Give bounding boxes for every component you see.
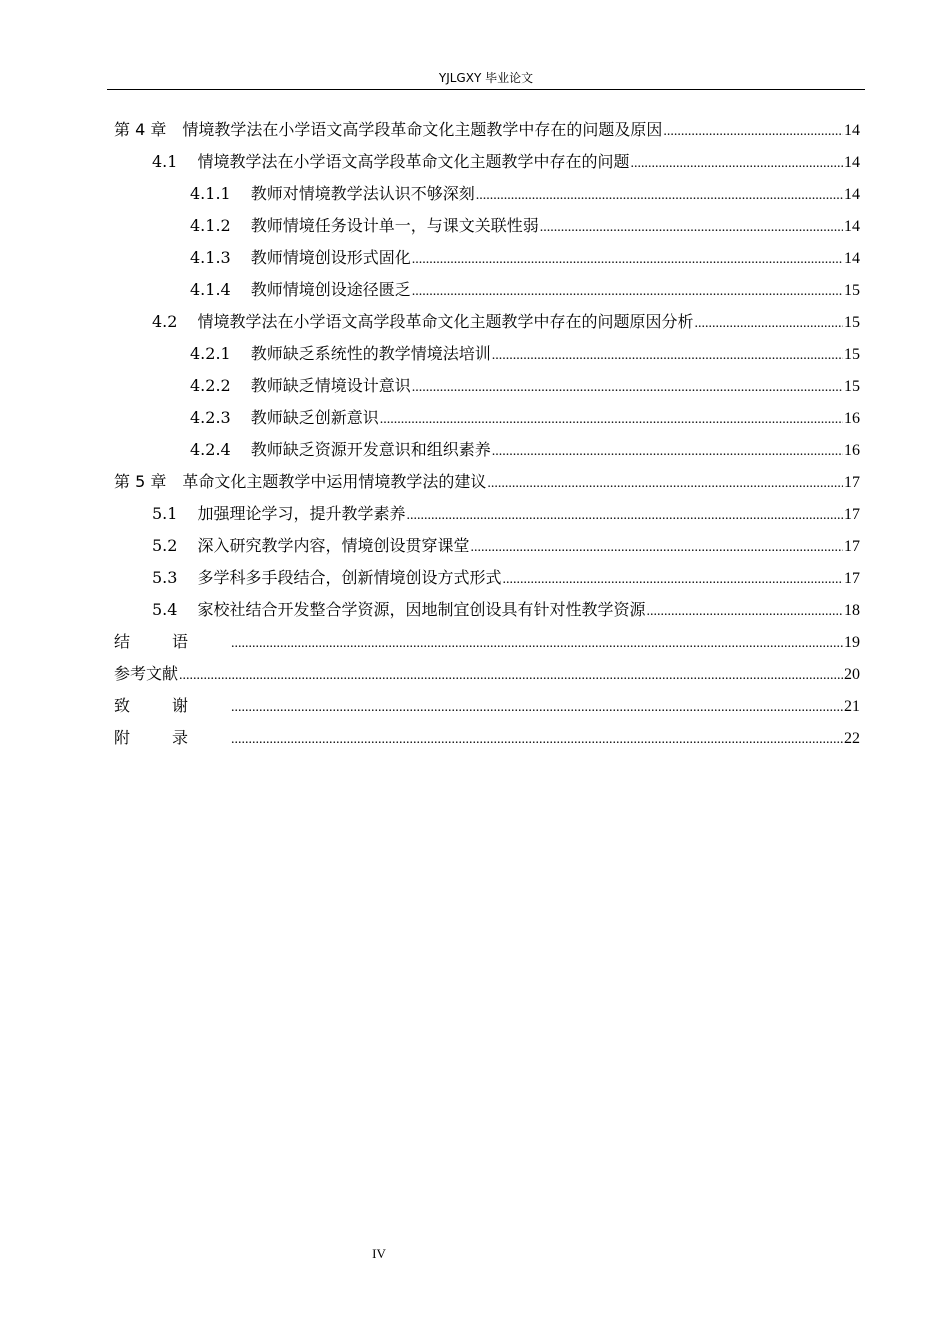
dot-leader — [380, 404, 843, 436]
dot-leader — [540, 212, 843, 244]
toc-entry[interactable] — [114, 626, 860, 658]
toc-entry-number: 5.3 — [152, 568, 178, 587]
toc-entry[interactable] — [114, 114, 860, 146]
toc-entry-title: 附录 — [114, 728, 231, 747]
toc-entry-number: 4.2.1 — [190, 344, 231, 363]
toc-entry-number: 5.2 — [152, 536, 178, 555]
toc-entry-number: 4.2.2 — [190, 376, 231, 395]
dot-leader — [694, 308, 843, 340]
toc-entry-page: 15 — [844, 346, 860, 363]
toc-entry[interactable] — [114, 274, 860, 306]
toc-entry[interactable] — [114, 562, 860, 594]
toc-entry-page: 14 — [844, 218, 860, 235]
toc-entry[interactable] — [114, 370, 860, 402]
toc-entry[interactable] — [114, 530, 860, 562]
dot-leader — [476, 180, 843, 212]
toc-entry[interactable] — [114, 306, 860, 338]
toc-entry-title: 加强理论学习，提升教学素养 — [197, 504, 406, 523]
toc-entry-title: 革命文化主题教学中运用情境教学法的建议 — [182, 472, 487, 491]
toc-entry-title: 结语 — [114, 632, 231, 651]
toc-entry[interactable] — [114, 434, 860, 466]
dot-leader — [492, 436, 843, 468]
toc-entry-title: 教师缺乏系统性的教学情境法培训 — [250, 344, 491, 363]
toc-entry-number: 4.1.1 — [190, 184, 231, 203]
dot-leader — [231, 692, 843, 724]
toc-entry-number: 4.1 — [152, 152, 178, 171]
dot-leader — [412, 244, 843, 276]
header-rule — [107, 89, 865, 90]
toc-entry-page: 18 — [844, 602, 860, 619]
toc-entry-page: 15 — [844, 282, 860, 299]
toc-entry-title: 情境教学法在小学语文高学段革命文化主题教学中存在的问题 — [197, 152, 630, 171]
toc-entry-number: 4.2.4 — [190, 440, 231, 459]
toc-entry[interactable] — [114, 466, 860, 498]
dot-leader — [502, 564, 843, 596]
toc-entry-number: 4.1.4 — [190, 280, 231, 299]
toc-entry-number: 4.2 — [152, 312, 178, 331]
toc-entry-title: 情境教学法在小学语文高学段革命文化主题教学中存在的问题原因分析 — [197, 312, 694, 331]
toc-entry-title: 深入研究教学内容，情境创设贯穿课堂 — [197, 536, 470, 555]
page-number: IV — [372, 1246, 386, 1261]
toc-entry-number: 第 5 章 — [114, 472, 167, 491]
toc-entry-page: 21 — [844, 698, 860, 715]
toc-entry-title: 致谢 — [114, 696, 231, 715]
toc-entry[interactable] — [114, 658, 860, 690]
toc-entry-number: 5.1 — [152, 504, 178, 523]
toc-entry-title: 参考文献 — [114, 664, 179, 683]
toc-entry-number: 4.1.2 — [190, 216, 231, 235]
dot-leader — [487, 468, 843, 500]
dot-leader — [406, 500, 843, 532]
toc-entry[interactable] — [114, 146, 860, 178]
dot-leader — [470, 532, 843, 564]
dot-leader — [412, 276, 843, 308]
toc-entry-page: 14 — [844, 186, 860, 203]
toc-entry-page: 14 — [844, 250, 860, 267]
toc-entry[interactable] — [114, 210, 860, 242]
toc-entry-title: 教师缺乏创新意识 — [250, 408, 379, 427]
toc-entry-title: 多学科多手段结合，创新情境创设方式形式 — [197, 568, 502, 587]
toc-entry-page: 16 — [844, 410, 860, 427]
toc-entry-title: 教师情境创设形式固化 — [250, 248, 411, 267]
toc-entry-page: 15 — [844, 314, 860, 331]
toc-entry[interactable] — [114, 242, 860, 274]
toc-entry-title: 教师对情境教学法认识不够深刻 — [250, 184, 475, 203]
running-header: YJLGXY 毕业论文 — [438, 71, 534, 85]
toc-entry[interactable] — [114, 498, 860, 530]
dot-leader — [492, 340, 843, 372]
toc-entry[interactable] — [114, 722, 860, 754]
toc-entry-title: 家校社结合开发整合学资源，因地制宜创设具有针对性教学资源 — [197, 600, 646, 619]
toc-entry-number: 第 4 章 — [114, 120, 167, 139]
dot-leader — [231, 724, 843, 756]
toc-entry[interactable] — [114, 178, 860, 210]
toc-entry-page: 14 — [844, 154, 860, 171]
dot-leader — [663, 116, 843, 148]
toc-entry[interactable] — [114, 402, 860, 434]
toc-entry-page: 16 — [844, 442, 860, 459]
toc-entry-number: 5.4 — [152, 600, 178, 619]
toc-entry-number: 4.1.3 — [190, 248, 231, 267]
toc-entry[interactable] — [114, 338, 860, 370]
dot-leader — [412, 372, 843, 404]
toc-entry-page: 19 — [844, 634, 860, 651]
toc-entry-title: 教师情境创设途径匮乏 — [250, 280, 411, 299]
toc-entry[interactable] — [114, 594, 860, 626]
dot-leader — [231, 628, 843, 660]
dot-leader — [630, 148, 843, 180]
toc-entry-page: 17 — [844, 570, 860, 587]
toc-entry-title: 教师缺乏情境设计意识 — [250, 376, 411, 395]
toc-entry-page: 20 — [844, 666, 860, 683]
toc-entry-page: 17 — [844, 538, 860, 555]
toc-entry-number: 4.2.3 — [190, 408, 231, 427]
table-of-contents — [114, 114, 860, 754]
dot-leader — [646, 596, 843, 628]
toc-entry[interactable] — [114, 690, 860, 722]
dot-leader — [179, 660, 843, 692]
toc-entry-page: 14 — [844, 122, 860, 139]
toc-entry-title: 教师缺乏资源开发意识和组织素养 — [250, 440, 491, 459]
toc-entry-page: 22 — [844, 730, 860, 747]
toc-entry-page: 17 — [844, 506, 860, 523]
toc-entry-title: 教师情境任务设计单一，与课文关联性弱 — [250, 216, 539, 235]
toc-entry-page: 15 — [844, 378, 860, 395]
toc-entry-title: 情境教学法在小学语文高学段革命文化主题教学中存在的问题及原因 — [182, 120, 663, 139]
toc-entry-page: 17 — [844, 474, 860, 491]
